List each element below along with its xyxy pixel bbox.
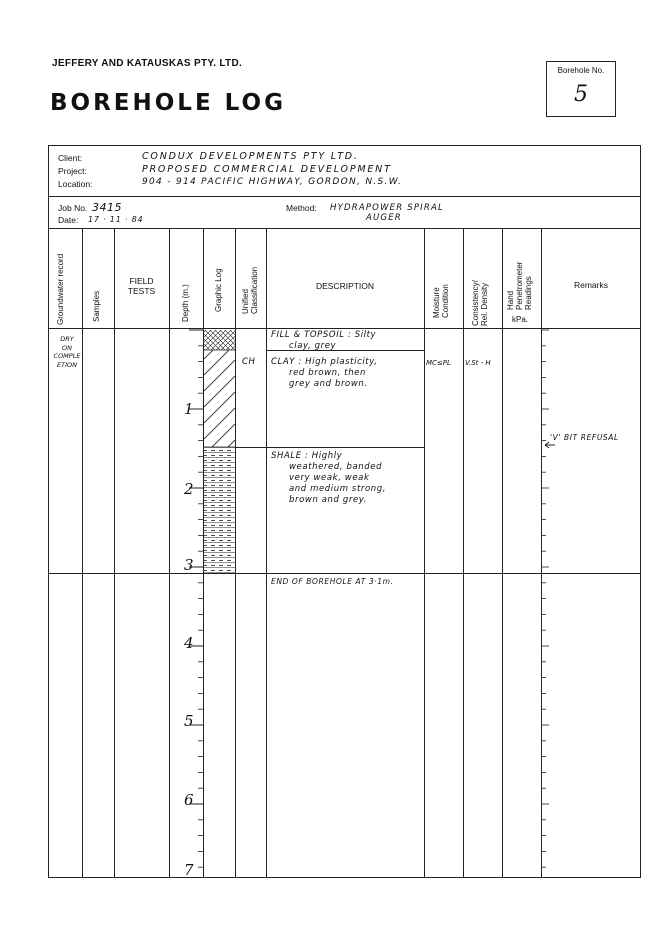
col-description: DESCRIPTION <box>315 281 375 291</box>
col-groundwater: Groundwater record <box>56 253 65 325</box>
clay-moisture: MC≤PL <box>426 359 451 367</box>
method-value-2: AUGER <box>366 213 402 223</box>
fill-pattern <box>203 330 236 350</box>
clay-description: CLAY : High plasticity, red brown, then grey and brown. <box>271 357 378 389</box>
project-label: Project: <box>58 166 87 176</box>
shale-pattern <box>203 447 236 573</box>
date-label: Date: <box>58 215 79 225</box>
job-no-value: 3415 <box>92 201 122 214</box>
company-name: JEFFERY AND KATAUSKAS PTY. LTD. <box>52 58 243 69</box>
location-label: Location: <box>58 179 93 189</box>
method-value-1: HYDRAPOWER SPIRAL <box>330 203 444 213</box>
borehole-number-value: 5 <box>574 82 588 107</box>
col-consistency: Consistency/ Rel. Density <box>471 280 489 326</box>
date-value: 17 · 11 · 84 <box>88 215 144 224</box>
bit-refusal-remark: 'V' BIT REFUSAL <box>550 433 619 442</box>
col-penetrometer-unit: kPa. <box>512 315 529 324</box>
graphic-log <box>203 328 236 574</box>
groundwater-note: DRY ON COMPLE ETION <box>53 335 81 369</box>
shale-description: SHALE : Highly weathered, banded very weak, weak and medium strong, brown and grey. <box>271 451 387 505</box>
clay-consistency: V.St - H <box>465 359 491 367</box>
borehole-number-label: Borehole No. <box>557 66 605 75</box>
project-value: PROPOSED COMMERCIAL DEVELOPMENT <box>142 164 392 175</box>
col-moisture: Moisture Condition <box>432 284 450 318</box>
job-no-label: Job No. <box>58 203 88 213</box>
remarks-scale <box>541 328 553 878</box>
depth-label-7: 7 <box>184 861 194 879</box>
col-depth: Depth (m.) <box>181 284 190 322</box>
depth-label-3: 3 <box>184 556 194 574</box>
depth-label-5: 5 <box>184 712 194 730</box>
client-value: CONDUX DEVELOPMENTS PTY LTD. <box>142 151 359 162</box>
col-graphic-log: Graphic Log <box>214 268 223 312</box>
refusal-arrow-icon <box>543 436 555 450</box>
fill-description: FILL & TOPSOIL : Silty clay, grey <box>271 330 377 351</box>
method-label: Method: <box>286 203 317 213</box>
col-unified-classification: Unified Classification <box>241 266 259 314</box>
depth-label-6: 6 <box>184 791 194 809</box>
col-samples: Samples <box>92 290 101 322</box>
depth-label-2: 2 <box>184 480 194 498</box>
col-penetrometer: Hand Penetrometer Readings <box>506 261 533 310</box>
document-title: BOREHOLE LOG <box>50 90 286 116</box>
col-remarks: Remarks <box>573 280 608 290</box>
client-label: Client: <box>58 153 83 163</box>
end-of-borehole-note: END OF BOREHOLE AT 3·1m. <box>271 577 394 586</box>
depth-label-4: 4 <box>184 634 194 652</box>
depth-label-1: 1 <box>184 400 194 418</box>
location-value: 904 - 914 PACIFIC HIGHWAY, GORDON, N.S.W. <box>142 177 403 187</box>
clay-unified-class: CH <box>242 357 256 367</box>
col-field-tests: FIELD TESTS <box>127 276 156 296</box>
borehole-number-box <box>546 61 616 117</box>
clay-pattern <box>203 350 236 447</box>
